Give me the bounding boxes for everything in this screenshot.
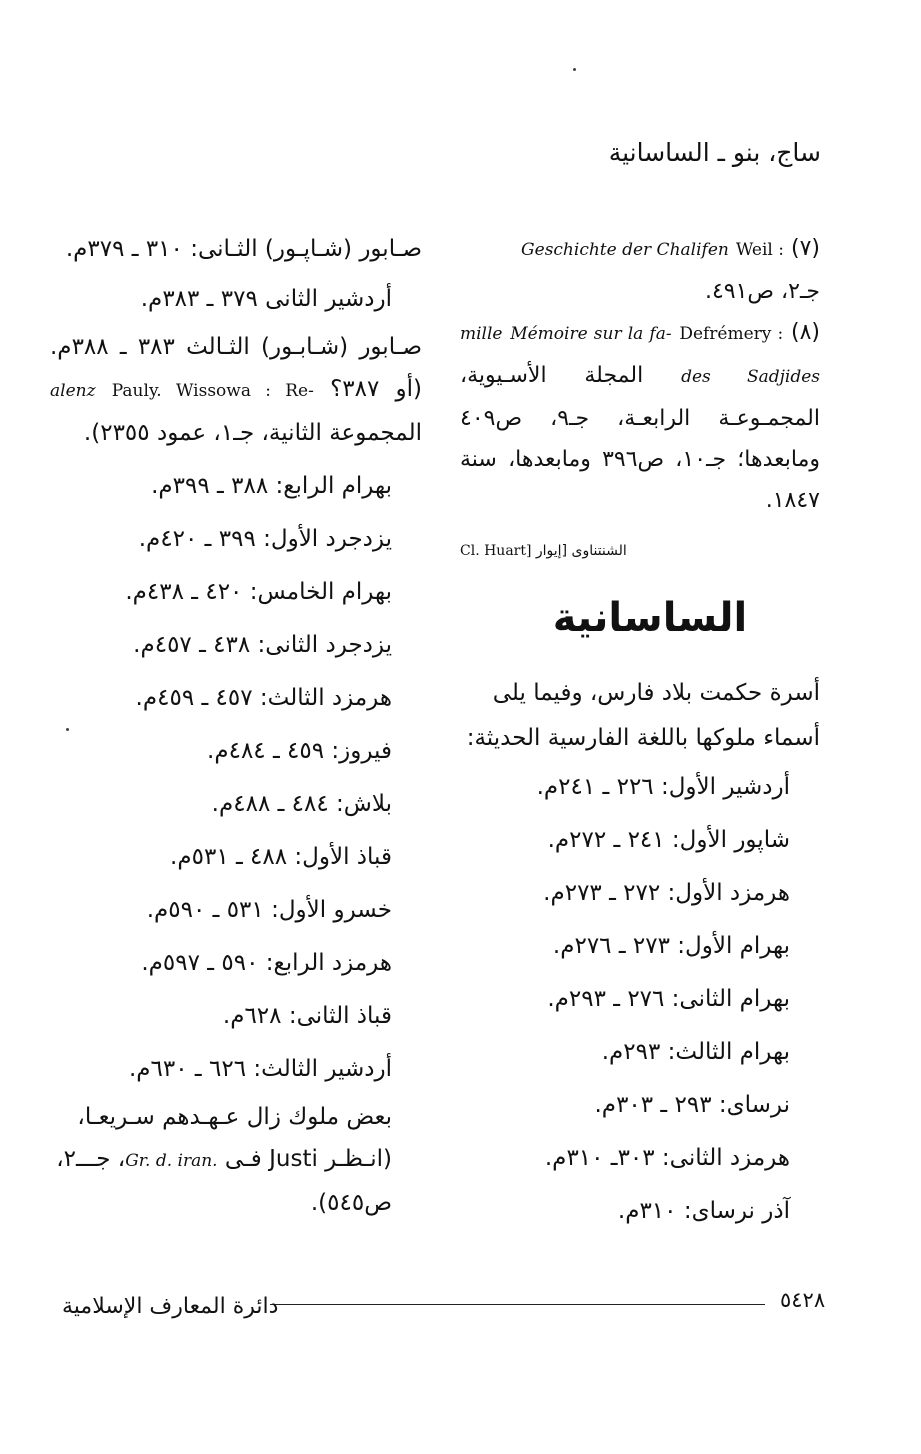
- left-para-2: أردشير الثانى ٣٧٩ ـ ٣٨٣م.: [140, 286, 392, 312]
- footnote-8: [460, 312, 820, 521]
- list-item: بهرام الثانى: ٢٧٦ ـ ٢٩٣م.: [547, 986, 790, 1012]
- footer-title: دائرة المعارف الإسلامية: [62, 1294, 279, 1319]
- closing-line-2-latin: Gr. d. iran.: [125, 1151, 218, 1171]
- closing-line-3: ص٥٤٥).: [310, 1190, 392, 1216]
- signature-latin: Cl. Huart]: [460, 543, 532, 559]
- kings-list-left: [50, 460, 422, 1096]
- list-item: بهرام الخامس: ٤٢٠ ـ ٤٣٨م.: [125, 579, 392, 605]
- closing-line-1: بعض ملوك زال عـهـدهم سـريعـا،: [77, 1104, 392, 1130]
- footnote-8-ref: المجلة الأسـيوية، المجمـوعـة الرابعـة، جـ٩، ص٤٠٩ ومابعدها؛ جـ١٠، ص٣٩٦ ومابعدها، سنة ١٨٤٧.: [460, 363, 820, 513]
- left-para-3: [50, 326, 422, 454]
- list-item: أردشير الثالث: ٦٢٦ ـ ٦٣٠م.: [128, 1056, 392, 1082]
- footer-rule: [270, 1304, 765, 1305]
- list-item: نرساى: ٢٩٣ ـ ٣٠٣م.: [594, 1092, 790, 1118]
- list-item: أردشير الأول: ٢٢٦ ـ ٢٤١م.: [536, 774, 790, 800]
- list-item: فيروز: ٤٥٩ ـ ٤٨٤م.: [207, 738, 392, 764]
- footnote-7-author: Weil :: [735, 240, 784, 260]
- footnote-7: [460, 228, 820, 312]
- list-item: هرمزد الثالث: ٤٥٧ ـ ٤٥٩م.: [135, 685, 392, 711]
- list-item: بهرام الأول: ٢٧٣ ـ ٢٧٦م.: [552, 933, 790, 959]
- list-item: يزدجرد الأول: ٣٩٩ ـ ٤٢٠م.: [138, 526, 392, 552]
- intro-paragraph: أسرة حكمت بلاد فارس، وفيما يلى أسماء ملوكها باللغة الفارسية الحديثة:: [466, 680, 820, 751]
- footnote-7-number: (٧): [790, 236, 820, 261]
- right-column: [460, 228, 820, 1238]
- list-item: خسرو الأول: ٥٣١ ـ ٥٩٠م.: [146, 897, 392, 923]
- article-title: الساسانية: [552, 595, 748, 641]
- footnote-8-title-2: mille des Sadjides: [460, 324, 821, 387]
- closing-paragraph: [50, 1096, 422, 1224]
- left-para-3-latin-1: Pauly. Wissowa : Re-: [111, 381, 314, 401]
- list-item: بهرام الرابع: ٣٨٨ ـ ٣٩٩م.: [151, 473, 392, 499]
- list-item: شاپور الأول: ٢٤١ ـ ٢٧٢م.: [547, 827, 790, 853]
- footnote-8-number: (٨): [790, 320, 820, 345]
- left-para-1: صـابور (شـاپـور) الثـانى: ٣١٠ ـ ٣٧٩م.: [65, 236, 422, 262]
- signature-arabic: الشنتناوى [إيوار: [535, 543, 627, 559]
- footnote-7-ref: جـ٢، ص٤٩١.: [704, 279, 820, 304]
- footnote-7-title: Geschichte der Chalifen: [521, 240, 729, 260]
- page-number: ٥٤٢٨: [780, 1288, 826, 1312]
- left-para-3-text: صـابور (شـابـور) الثـالث ٣٨٣ ـ ٣٨٨م. (أو ٣٨٧؟: [50, 334, 423, 402]
- list-item: بهرام الثالث: ٢٩٣م.: [601, 1039, 790, 1065]
- list-item: قباذ الأول: ٤٨٨ ـ ٥٣١م.: [170, 844, 392, 870]
- scan-speck: [66, 728, 69, 731]
- list-item: قباذ الثانى: ٦٢٨م.: [222, 1003, 392, 1029]
- list-item: هرمزد الأول: ٢٧٢ ـ ٢٧٣م.: [543, 880, 790, 906]
- list-item: يزدجرد الثانى: ٤٣٨ ـ ٤٥٧م.: [133, 632, 392, 658]
- left-column: [50, 228, 422, 1224]
- list-item: هرمزد الرابع: ٥٩٠ ـ ٥٩٧م.: [141, 950, 392, 976]
- closing-line-2c: ، جـــ٢،: [56, 1146, 126, 1172]
- author-signature: [460, 543, 820, 559]
- list-item: آذر نرساى: ٣١٠م.: [617, 1198, 790, 1224]
- running-head: ساج، بنو ـ الساسانية: [608, 138, 821, 167]
- scan-speck: [573, 68, 576, 71]
- footnote-8-author: Defrémery :: [679, 324, 784, 344]
- left-para-3-latin-2: alenz: [50, 381, 96, 401]
- left-para-3-rest: المجموعة الثانية، جـ١، عمود ٢٣٥٥).: [83, 420, 422, 446]
- list-item: بلاش: ٤٨٤ ـ ٤٨٨م.: [211, 791, 392, 817]
- list-item: هرمزد الثانى: ٣٠٣ـ ٣١٠م.: [544, 1145, 790, 1171]
- footnote-8-title-1: Mémoire sur la fa-: [510, 324, 672, 344]
- kings-list-right: [460, 761, 820, 1238]
- closing-line-2a: (انـظـر Justi فـى: [224, 1146, 392, 1172]
